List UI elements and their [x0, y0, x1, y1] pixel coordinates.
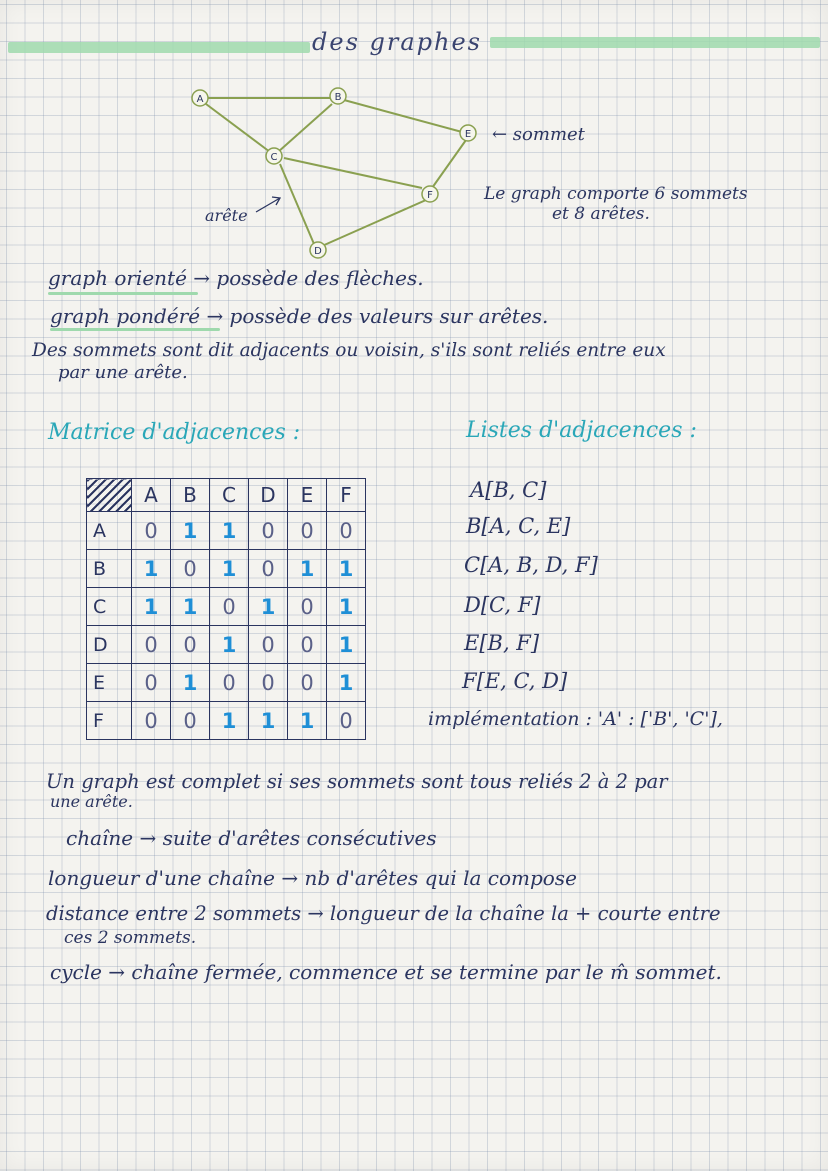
note-adjacents-line2: par une arête. [58, 362, 188, 383]
matrix-col-header: E [288, 479, 327, 512]
adjacency-list-item: E[B, F] [464, 631, 540, 655]
adjacency-list-item: D[C, F] [464, 593, 541, 617]
matrix-cell: 1 [210, 702, 249, 740]
matrix-row [87, 702, 366, 740]
matrix-col-header: D [249, 479, 288, 512]
matrix-row [87, 664, 366, 702]
vertex-label-f: F [427, 190, 433, 201]
note-graph-oriente: graph orienté → possède des flèches. [48, 266, 424, 290]
matrix-row-header: A [87, 512, 132, 550]
matrix-row-header: D [87, 626, 132, 664]
lists-heading: Listes d'adjacences : [466, 418, 697, 443]
matrix-heading: Matrice d'adjacences : [48, 420, 301, 445]
edge-c-f [284, 158, 422, 188]
matrix-cell: 0 [171, 550, 210, 588]
matrix-cell: 1 [132, 588, 171, 626]
edge-c-d [280, 164, 314, 244]
matrix-row [87, 512, 366, 550]
pondere-underline [50, 328, 220, 331]
vertex-label-e: E [464, 129, 472, 140]
matrix-corner [87, 479, 132, 512]
matrix-cell: 1 [210, 550, 249, 588]
matrix-cell: 1 [210, 626, 249, 664]
matrix-cell: 0 [132, 626, 171, 664]
matrix-cell: 0 [288, 626, 327, 664]
def-complet-line2: une arête. [50, 792, 133, 811]
arete-label: arête [205, 206, 248, 225]
matrix-col-header: A [132, 479, 171, 512]
matrix-cell: 1 [327, 626, 366, 664]
matrix-cell: 1 [171, 512, 210, 550]
matrix-header-row [87, 479, 366, 512]
matrix-row [87, 550, 366, 588]
def-distance-line2: ces 2 sommets. [64, 928, 197, 948]
matrix-col-header: F [327, 479, 366, 512]
matrix-cell: 1 [288, 550, 327, 588]
matrix-cell: 0 [171, 702, 210, 740]
matrix-cell: 0 [210, 588, 249, 626]
matrix-row-header: B [87, 550, 132, 588]
matrix-cell: 0 [249, 664, 288, 702]
edge-b-e [344, 100, 462, 132]
sommet-label: ← sommet [492, 124, 585, 145]
def-complet-line1: Un graph est complet si ses sommets sont tous reliés 2 à 2 par [46, 770, 668, 793]
matrix-cell: 1 [132, 550, 171, 588]
matrix-cell: 0 [288, 588, 327, 626]
adjacency-list-item: A[B, C] [470, 478, 547, 502]
def-chaine: chaîne → suite d'arêtes consécutives [66, 826, 437, 850]
matrix-row-header: C [87, 588, 132, 626]
adjacency-matrix [86, 478, 366, 740]
vertex-label-c: C [270, 152, 278, 163]
matrix-row [87, 588, 366, 626]
adjacency-list-item: C[A, B, D, F] [464, 553, 598, 577]
matrix-row-header: F [87, 702, 132, 740]
vertex-label-a: A [196, 94, 204, 105]
adjacency-list-item: B[A, C, E] [466, 514, 571, 538]
matrix-col-header: B [171, 479, 210, 512]
matrix-cell: 1 [171, 588, 210, 626]
matrix-cell: 1 [249, 702, 288, 740]
matrix-cell: 0 [249, 550, 288, 588]
graph-caption-line1: Le graph comporte 6 sommets [484, 184, 748, 204]
matrix-cell: 0 [288, 512, 327, 550]
matrix-cell: 1 [327, 550, 366, 588]
adjacency-list-item: F[E, C, D] [462, 669, 568, 693]
vertex-label-b: B [334, 92, 342, 103]
matrix-cell: 0 [288, 664, 327, 702]
matrix-cell: 0 [249, 512, 288, 550]
def-distance-line1: distance entre 2 sommets → longueur de la chaîne la + courte entre [46, 902, 721, 925]
matrix-cell: 0 [327, 512, 366, 550]
matrix-col-header: C [210, 479, 249, 512]
edge-a-c [206, 104, 270, 152]
matrix-cell: 1 [288, 702, 327, 740]
matrix-cell: 0 [327, 702, 366, 740]
matrix-row-header: E [87, 664, 132, 702]
def-longueur: longueur d'une chaîne → nb d'arêtes qui la compose [48, 866, 577, 890]
edge-d-f [322, 200, 426, 246]
matrix-row [87, 626, 366, 664]
matrix-cell: 1 [210, 512, 249, 550]
edge-b-c [278, 104, 332, 152]
note-graph-pondere: graph pondéré → possède des valeurs sur arêtes. [50, 304, 549, 328]
matrix-cell: 0 [132, 664, 171, 702]
vertex-label-d: D [314, 246, 322, 257]
graph-diagram [0, 0, 828, 270]
note-adjacents-line1: Des sommets sont dit adjacents ou voisin, s'ils sont reliés entre eux [32, 340, 666, 361]
matrix-cell: 0 [132, 702, 171, 740]
def-cycle: cycle → chaîne fermée, commence et se termine par le m̂ sommet. [50, 960, 722, 984]
oriente-underline [48, 292, 198, 295]
page-title: des graphes [312, 28, 482, 56]
matrix-cell: 0 [132, 512, 171, 550]
matrix-cell: 1 [327, 588, 366, 626]
graph-caption-line2: et 8 arêtes. [552, 204, 650, 224]
matrix-cell: 1 [327, 664, 366, 702]
matrix-cell: 1 [249, 588, 288, 626]
implementation-line: implémentation : 'A' : ['B', 'C'], [428, 708, 723, 730]
matrix-cell: 1 [171, 664, 210, 702]
matrix-cell: 0 [249, 626, 288, 664]
edge-e-f [432, 140, 466, 188]
matrix-cell: 0 [210, 664, 249, 702]
matrix-cell: 0 [171, 626, 210, 664]
